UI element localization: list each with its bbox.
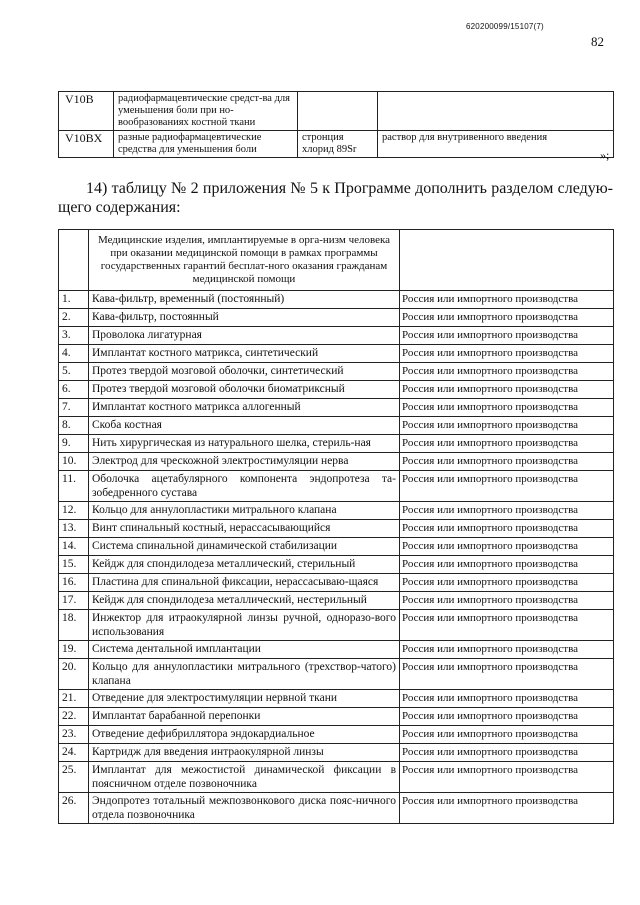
device-row: [59, 726, 614, 744]
device-name: Кольцо для аннулопластики митрального клапана: [89, 502, 400, 520]
device-number: 1.: [59, 291, 89, 309]
device-name: Имплантат костного матрикса, синтетический: [89, 345, 400, 363]
amendment-paragraph: 14) таблицу № 2 приложения № 5 к Программе дополнить разделом следую-щего содержания:: [58, 180, 613, 216]
device-number: 24.: [59, 744, 89, 762]
device-row: [59, 641, 614, 659]
device-number: 17.: [59, 592, 89, 610]
device-number: 13.: [59, 520, 89, 538]
device-origin: Россия или импортного производства: [400, 556, 614, 574]
device-origin: Россия или импортного производства: [400, 592, 614, 610]
device-origin: Россия или импортного производства: [400, 309, 614, 327]
device-row: [59, 538, 614, 556]
device-origin: Россия или импортного производства: [400, 417, 614, 435]
device-origin: Россия или импортного производства: [400, 538, 614, 556]
device-number: 8.: [59, 417, 89, 435]
atc-closing-quote: »;: [600, 148, 610, 162]
device-name: Картридж для введения интраокулярной линзы: [89, 744, 400, 762]
device-name: Отведение для электростимуляции нервной ткани: [89, 690, 400, 708]
document-id: 620200099/15107(7): [466, 22, 544, 31]
device-name: Кейдж для спондилодеза металлический, нестерильный: [89, 592, 400, 610]
device-name: Винт спинальный костный, нерассасывающийся: [89, 520, 400, 538]
device-origin: Россия или импортного производства: [400, 471, 614, 502]
device-origin: Россия или импортного производства: [400, 291, 614, 309]
page-number: 82: [591, 34, 604, 49]
device-number: 6.: [59, 381, 89, 399]
device-name: Система дентальной имплантации: [89, 641, 400, 659]
device-origin: Россия или импортного производства: [400, 399, 614, 417]
device-row: [59, 793, 614, 824]
device-number: 11.: [59, 471, 89, 502]
device-number: 16.: [59, 574, 89, 592]
devices-header-row: [59, 230, 614, 291]
device-row: [59, 327, 614, 345]
atc-substance-cell: [298, 92, 378, 131]
device-number: 14.: [59, 538, 89, 556]
device-number: 21.: [59, 690, 89, 708]
devices-table: [58, 229, 614, 824]
device-origin: Россия или импортного производства: [400, 641, 614, 659]
device-origin: Россия или импортного производства: [400, 726, 614, 744]
device-origin: Россия или импортного производства: [400, 610, 614, 641]
atc-name-cell: разные радиофармацевтические средства для уменьшения боли: [114, 131, 298, 158]
device-row: [59, 744, 614, 762]
device-origin: Россия или импортного производства: [400, 793, 614, 824]
device-number: 25.: [59, 762, 89, 793]
device-number: 19.: [59, 641, 89, 659]
device-number: 22.: [59, 708, 89, 726]
device-name: Электрод для чрескожной электростимуляции нерва: [89, 453, 400, 471]
device-name: Эндопротез тотальный межпозвонкового диска пояс-ничного отдела позвоночника: [89, 793, 400, 824]
device-row: [59, 435, 614, 453]
device-origin: Россия или импортного производства: [400, 345, 614, 363]
device-row: [59, 708, 614, 726]
device-name: Система спинальной динамической стабилизации: [89, 538, 400, 556]
device-number: 5.: [59, 363, 89, 381]
device-number: 9.: [59, 435, 89, 453]
device-origin: Россия или импортного производства: [400, 520, 614, 538]
device-name: Кольцо для аннулопластики митрального (трехствор-чатого) клапана: [89, 659, 400, 690]
device-name: Кава-фильтр, постоянный: [89, 309, 400, 327]
device-row: [59, 556, 614, 574]
device-number: 7.: [59, 399, 89, 417]
device-number: 20.: [59, 659, 89, 690]
device-name: Протез твердой мозговой оболочки, синтетический: [89, 363, 400, 381]
device-number: 10.: [59, 453, 89, 471]
atc-code-cell: V10BX: [59, 131, 114, 158]
header-num-cell: [59, 230, 89, 291]
device-row: [59, 453, 614, 471]
atc-row: [59, 131, 614, 158]
device-number: 23.: [59, 726, 89, 744]
device-number: 4.: [59, 345, 89, 363]
device-origin: Россия или импортного производства: [400, 708, 614, 726]
atc-code-cell: V10B: [59, 92, 114, 131]
device-row: [59, 574, 614, 592]
device-row: [59, 659, 614, 690]
device-name: Имплантат костного матрикса аллогенный: [89, 399, 400, 417]
device-name: Инжектор для итраокулярной линзы ручной, одноразо-вого использования: [89, 610, 400, 641]
devices-header-title: Медицинские изделия, имплантируемые в орга-низм человека при оказании медицинской помощи в рамках программы государственных гарантий бесплат-ного оказания гражданам медицинской помощи: [89, 230, 400, 291]
device-row: [59, 610, 614, 641]
device-name: Протез твердой мозговой оболочки биоматриксный: [89, 381, 400, 399]
device-row: [59, 399, 614, 417]
device-row: [59, 363, 614, 381]
device-number: 2.: [59, 309, 89, 327]
device-row: [59, 592, 614, 610]
atc-form-cell: раствор для внутривенного введения: [378, 131, 614, 158]
device-name: Проволока лигатурная: [89, 327, 400, 345]
device-row: [59, 291, 614, 309]
device-name: Кейдж для спондилодеза металлический, стерильный: [89, 556, 400, 574]
device-name: Скоба костная: [89, 417, 400, 435]
device-row: [59, 520, 614, 538]
device-name: Пластина для спинальной фиксации, нерассасываю-щаяся: [89, 574, 400, 592]
device-row: [59, 471, 614, 502]
device-name: Оболочка ацетабулярного компонента эндопротеза та-зобедренного сустава: [89, 471, 400, 502]
device-origin: Россия или импортного производства: [400, 502, 614, 520]
device-number: 26.: [59, 793, 89, 824]
device-row: [59, 309, 614, 327]
device-row: [59, 502, 614, 520]
device-row: [59, 690, 614, 708]
device-origin: Россия или импортного производства: [400, 327, 614, 345]
device-origin: Россия или импортного производства: [400, 744, 614, 762]
header-origin-cell: [400, 230, 614, 291]
device-name: Отведение дефибриллятора эндокардиальное: [89, 726, 400, 744]
atc-name-cell: радиофармацевтические средст-ва для уменьшения боли при но-вообразованиях костной ткани: [114, 92, 298, 131]
device-row: [59, 762, 614, 793]
atc-table: [58, 91, 614, 158]
device-row: [59, 417, 614, 435]
device-origin: Россия или импортного производства: [400, 762, 614, 793]
device-number: 18.: [59, 610, 89, 641]
device-origin: Россия или импортного производства: [400, 435, 614, 453]
atc-row: [59, 92, 614, 131]
device-number: 12.: [59, 502, 89, 520]
atc-form-cell: [378, 92, 614, 131]
atc-substance-cell: стронция хлорид 89Sr: [298, 131, 378, 158]
device-name: Кава-фильтр, временный (постоянный): [89, 291, 400, 309]
device-origin: Россия или импортного производства: [400, 381, 614, 399]
device-name: Нить хирургическая из натурального шелка, стериль-ная: [89, 435, 400, 453]
device-row: [59, 381, 614, 399]
device-origin: Россия или импортного производства: [400, 453, 614, 471]
device-origin: Россия или импортного производства: [400, 659, 614, 690]
device-origin: Россия или импортного производства: [400, 574, 614, 592]
device-origin: Россия или импортного производства: [400, 363, 614, 381]
device-name: Имплантат для межостистой динамической фиксации в поясничном отделе позвоночника: [89, 762, 400, 793]
device-name: Имплантат барабанной перепонки: [89, 708, 400, 726]
device-row: [59, 345, 614, 363]
device-number: 15.: [59, 556, 89, 574]
device-number: 3.: [59, 327, 89, 345]
device-origin: Россия или импортного производства: [400, 690, 614, 708]
